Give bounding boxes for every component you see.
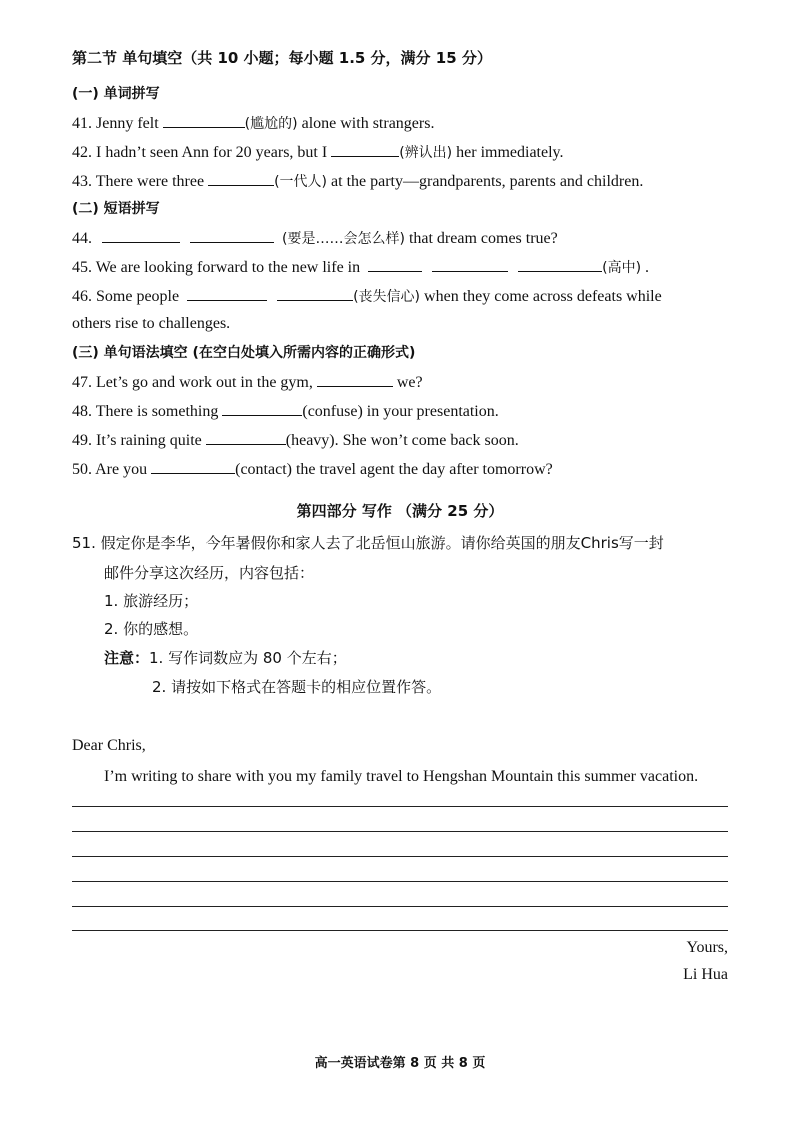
q50-text-end: the travel agent the day after tomorrow? <box>291 461 553 478</box>
q46-blank-2[interactable] <box>277 286 353 301</box>
q46-blank-1[interactable] <box>187 286 267 301</box>
letter-closing: Yours, <box>686 939 728 956</box>
letter-signature: Li Hua <box>683 966 728 983</box>
q47-text-start: 47. Let’s go and work out in the gym, <box>72 374 317 391</box>
q50-text-start: 50. Are you <box>72 461 152 478</box>
question-42 <box>72 142 564 163</box>
writing-line[interactable] <box>72 930 728 931</box>
q48-hint: (confuse) <box>302 403 363 420</box>
q51-note <box>104 648 347 668</box>
letter-opening: I’m writing to share with you my family travel to Hengshan Mountain this summer vacation. <box>104 768 699 785</box>
q45-text-start: 45. We are looking forward to the new life in <box>72 259 365 276</box>
note-2: 2. 请按如下格式在答题卡的相应位置作答。 <box>152 678 442 696</box>
q49-hint: (heavy) <box>285 432 335 449</box>
q42-blank[interactable] <box>331 142 399 157</box>
note-1: 1. 写作词数应为 80 个左右； <box>149 649 347 667</box>
q45-hint: (高中) <box>602 260 642 276</box>
question-41 <box>72 113 434 134</box>
q46-text-end: when they come across defeats while <box>420 288 662 305</box>
q45-blank-2[interactable] <box>432 257 508 272</box>
q49-text-start: 49. It’s raining quite <box>72 432 206 449</box>
question-49 <box>72 430 519 451</box>
q43-blank[interactable] <box>208 171 274 186</box>
writing-line[interactable] <box>72 906 728 907</box>
q50-hint: (contact) <box>235 461 292 478</box>
writing-line[interactable] <box>72 881 728 882</box>
q49-blank[interactable] <box>206 430 286 445</box>
q41-text-start: 41. Jenny felt <box>72 115 163 132</box>
part-4-title: 第四部分 写作 （满分 25 分） <box>296 502 504 520</box>
q51-point-1: 1. 旅游经历； <box>104 592 199 610</box>
q41-hint: (尴尬的) <box>244 116 298 132</box>
q45-text-end: . <box>641 259 650 276</box>
writing-line[interactable] <box>72 806 728 807</box>
q42-hint: (辨认出) <box>399 145 453 161</box>
q51-point-2: 2. 你的感想。 <box>104 620 199 638</box>
writing-line[interactable] <box>72 856 728 857</box>
page-footer: 高一英语试卷第 8 页 共 8 页 <box>314 1056 486 1071</box>
q48-blank[interactable] <box>222 401 302 416</box>
q41-text-end: alone with strangers. <box>297 115 435 132</box>
question-50 <box>72 459 553 480</box>
section-title: 第二节 单句填空（共 10 小题；每小题 1.5 分，满分 15 分） <box>72 49 492 67</box>
q50-blank[interactable] <box>151 459 235 474</box>
q46-continuation: others rise to challenges. <box>72 315 231 332</box>
q43-hint: (一代人) <box>274 174 328 190</box>
part-1-heading: (一) 单词拼写 <box>72 86 160 102</box>
question-48 <box>72 401 499 422</box>
q44-blank-1[interactable] <box>102 228 180 243</box>
question-46 <box>72 286 662 307</box>
part-3-heading: (三) 单句语法填空 (在空白处填入所需内容的正确形式) <box>72 345 416 361</box>
q46-hint: (丧失信心) <box>353 289 421 305</box>
q51-prompt-line-1: 51. 假定你是李华，今年暑假你和家人去了北岳恒山旅游。请你给英国的朋友Chris写一封 <box>72 534 664 552</box>
question-44 <box>72 228 558 249</box>
q46-text-start: 46. Some people <box>72 288 184 305</box>
q48-text-end: in your presentation. <box>362 403 499 420</box>
q43-text-end: at the party—grandparents, parents and children. <box>327 173 644 190</box>
q42-text-end: her immediately. <box>452 144 564 161</box>
question-45 <box>72 257 649 278</box>
note-label: 注意： <box>104 649 150 667</box>
q44-blank-2[interactable] <box>190 228 274 243</box>
q47-text-end: we? <box>392 374 423 391</box>
q49-text-end: . She won’t come back soon. <box>334 432 519 449</box>
q48-text-start: 48. There is something <box>72 403 223 420</box>
part-2-heading: (二) 短语拼写 <box>72 201 160 217</box>
q51-prompt-line-2: 邮件分享这次经历，内容包括： <box>104 564 315 582</box>
q44-text-end: that dream comes true? <box>404 230 558 247</box>
q47-blank[interactable] <box>317 372 393 387</box>
q43-text-start: 43. There were three <box>72 173 209 190</box>
q41-blank[interactable] <box>163 113 245 128</box>
letter-greeting: Dear Chris, <box>72 737 146 754</box>
writing-line[interactable] <box>72 831 728 832</box>
q44-hint: (要是……会怎么样) <box>282 231 405 247</box>
q44-text-start: 44. <box>72 230 96 247</box>
question-43 <box>72 171 643 192</box>
q45-blank-1[interactable] <box>368 257 422 272</box>
q42-text-start: 42. I hadn’t seen Ann for 20 years, but I <box>72 144 332 161</box>
question-47 <box>72 372 423 393</box>
q45-blank-3[interactable] <box>518 257 602 272</box>
